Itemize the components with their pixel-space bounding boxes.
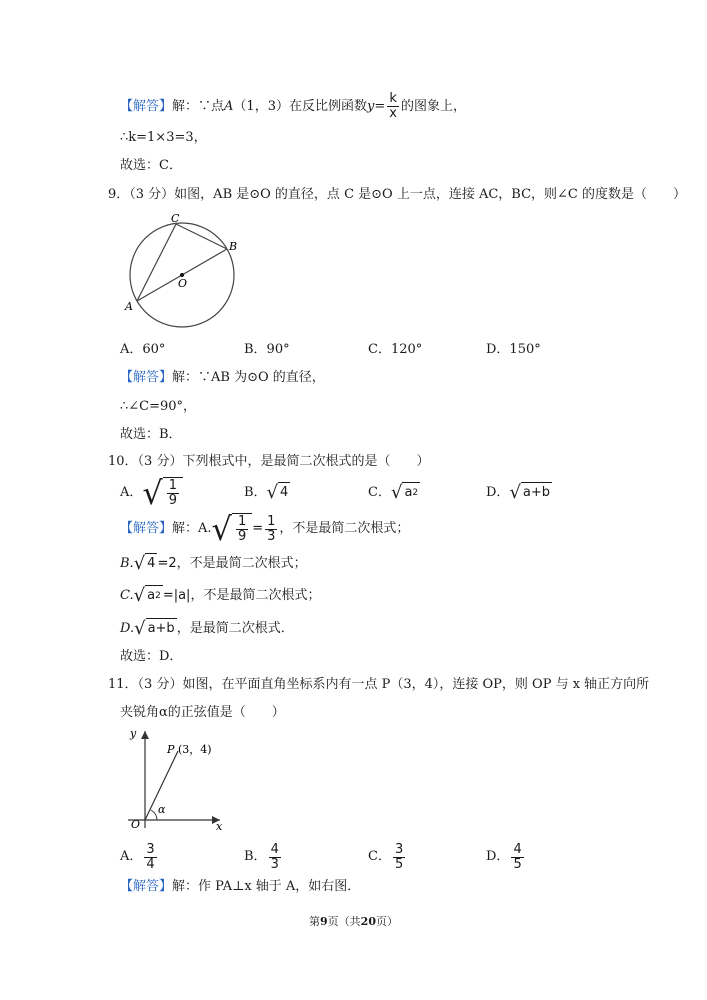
q9-solution-line1: 【解答】解：∵AB 为⊙O 的直径， (120, 370, 325, 385)
q11-solution-line1: 【解答】解：作 PA⊥x 轴于 A，如右图． (120, 879, 361, 894)
q10-stem: 10．（3 分）下列根式中，是最简二次根式的是（ ） (108, 454, 430, 469)
answer-tag: 【解答】 (120, 99, 173, 114)
q10-option-d: D． √ a+b (486, 481, 551, 503)
label-x: x (216, 820, 223, 833)
page-footer: 第9页（共20页） (309, 915, 398, 928)
q9-option-a: A．60° (120, 342, 166, 357)
label-y: y (130, 727, 137, 740)
q9-choice: 故选：B． (120, 427, 182, 442)
q10-solution-d: D. √ a+b ，是最简二次根式． (120, 617, 294, 639)
label-b: B (229, 240, 238, 253)
chord-bc (176, 224, 227, 249)
q9-stem: 9．（3 分）如图，AB 是⊙O 的直径，点 C 是⊙O 上一点，连接 AC，BC，则∠C 的度数是（ ） (108, 187, 687, 202)
label-o: O (131, 818, 141, 831)
q10-option-b: B． √ 4 (244, 481, 289, 503)
label-c: C (171, 212, 180, 225)
q10-choice: 故选：D． (120, 649, 183, 664)
q11-option-d: D． $\frac{4}{5}$ (486, 841, 522, 872)
fraction-k-over-x: $\frac{k}{x}$ (389, 91, 397, 121)
q11-stem-line2: 夹锐角α的正弦值是（ ） (120, 705, 285, 720)
label-alpha: α (158, 803, 166, 816)
label-coord: (3，4) (178, 743, 212, 756)
q9-option-b: B．90° (244, 342, 290, 357)
q11-option-c: C． $\frac{3}{5}$ (368, 841, 404, 872)
label-p: P (167, 743, 175, 756)
q8-solution-line2: ∴k=1×3=3， (120, 130, 207, 145)
label-a: A (125, 300, 133, 313)
q9-solution-line2: ∴∠C=90°， (120, 399, 197, 414)
q11-stem-line1: 11．（3 分）如图，在平面直角坐标系内有一点 P（3，4），连接 OP，则 OP 与 x 轴正方向所 (108, 677, 650, 692)
q9-option-d: D．150° (486, 342, 541, 357)
q10-solution-b: B. √ 4 =2，不是最简二次根式； (120, 552, 307, 574)
q11-coordinate-figure (120, 725, 235, 833)
q11-option-a: A． $\frac{3}{4}$ (120, 841, 155, 872)
y-axis-arrow (141, 731, 149, 739)
q9-option-c: C．120° (368, 342, 423, 357)
q10-solution-a: 【解答】 解：A. √ $\frac{1}{9}$ = $\frac{1}{3}$ ，不是最简二次根式； (120, 510, 410, 548)
q10-option-c: C． √ a 2 (368, 481, 419, 503)
q11-option-b: B． $\frac{4}{3}$ (244, 841, 279, 872)
angle-arc (151, 810, 157, 820)
q10-option-a: A． √ $\frac{1}{9}$ (120, 478, 183, 508)
q8-solution-line1: 【解答】解：∵点A（1，3）在反比例函数y= $\frac{k}{x}$ 的图象上， (120, 91, 466, 121)
q9-circle-figure (118, 210, 243, 330)
q8-choice: 故选：C． (120, 158, 182, 173)
q10-solution-c: C. √ a 2 =|a|，不是最简二次根式； (120, 584, 321, 606)
label-o: O (178, 277, 188, 290)
